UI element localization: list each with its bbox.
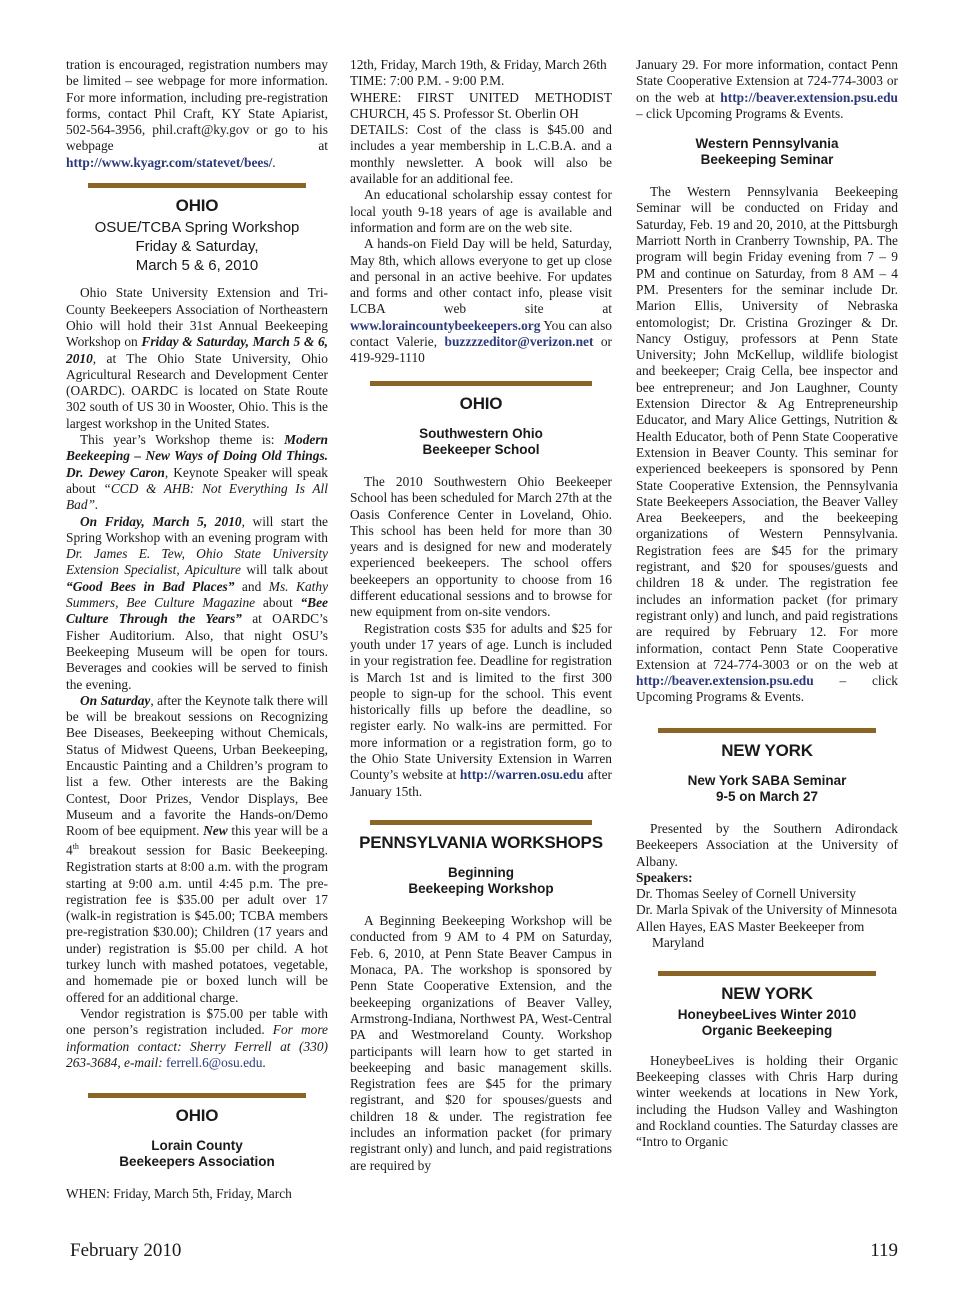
- paragraph: WHERE: FIRST UNITED METHODIST CHURCH, 45 S. Professor St. Oberlin OH: [350, 89, 612, 121]
- section-divider: [658, 971, 876, 976]
- email-link[interactable]: ferrell.6@osu.edu: [166, 1054, 263, 1070]
- paragraph: A hands-on Field Day will be held, Saturday, May 8th, which allows everyone to get up close and personal in an active beehive. For updates and forms and other contact info, please visit LCBA web site at www.loraincountybeekeepers.org You can also contact Valerie, buzzzzeditor@verizon.net or 419-929-1110: [350, 236, 612, 366]
- state-heading: OHIO: [175, 1106, 219, 1126]
- email-link[interactable]: buzzzzeditor@verizon.net: [444, 334, 594, 350]
- workshop-title: OSUE/TCBA Spring Workshop Friday & Saturday, March 5 & 6, 2010: [94, 219, 300, 275]
- state-heading: NEW YORK: [721, 740, 813, 760]
- section-subtitle: Western Pennsylvania Beekeeping Seminar: [695, 136, 839, 168]
- paragraph: The Western Pennsylvania Beekeeping Seminar will be conducted on Friday and Saturday, Feb. 19 and 20, 2010, at the Pittsburgh Marriott North in Cranberry Township, PA. The program will begin Friday evening from 7 – 9 PM and continue on Saturday, from 8 AM – 4 PM. Presenters for the seminar include Dr. Marion Ellis, University of Nebraska entomologist; Dr. Cristina Grozinger & Dr. Nancy Ostiguy, professors at Penn State University; John McKellup, wildlife biologist and beekeeper; Craig Cella, bee inspector and bee entrepreneur; and Jon Laughner, County Extension Director & Ag Entrepreneurship Educator, and Mary Alice Gettings, Nutrition & Health Educator, both of Penn State Cooperative Extension in Beaver County. This seminar for experienced beekeepers is sponsored by Penn State Cooperative Extension, the Pennsylvania State Beekeepers Association, the Beaver Valley Area Beekeepers, and the beekeeping organizations of Western Pennsylvania. Registration fees are $45 for the primary registrant, and $20 for spouses/guests and children 18 & under. The registration fee includes an information packet (for primary registrant only) and lunch, and paid registrations are required by February 12. For more information, contact Penn State Cooperative Extension at 724-774-3003 or on the web at http://beaver.extension.psu.edu – click Upcoming Programs & Events.: [636, 184, 898, 705]
- state-heading: NEW YORK: [721, 984, 813, 1004]
- beaver-extension-link[interactable]: http://beaver.extension.psu.edu: [636, 673, 814, 689]
- paragraph: A Beginning Beekeeping Workshop will be conducted from 9 AM to 4 PM on Saturday, Feb. 6, 2010, at Penn State Beaver Campus in Monaca, PA. The workshop is sponsored by Penn State Cooperative Extension, and the beekeeping organizations of Beaver Valley, Armstrong-Indiana, Northwest PA, West-Central PA and Westmoreland County. Workshop participants will learn how to get started in beekeeping and basic management skills. Registration fees are $45 for the primary registrant, and $20 for spouses/guests and children 18 & under. The registration fee includes an information packet (for primary registrant only) and lunch, and paid registrations are required by: [350, 913, 612, 1173]
- speaker-item: Dr. Marla Spivak of the University of Minnesota: [636, 902, 898, 918]
- paragraph: The 2010 Southwestern Ohio Beekeeper School has been scheduled for March 27th at the Oasis Conference Center in Loveland, Ohio. This school has been held for more than 30 years and is designed for new and moderately experienced beekeepers. The school offers beekeepers an opportunity to choose from 16 different educational sessions and to browse for new equipment from on-site vendors.: [350, 473, 612, 620]
- section-subtitle: HoneybeeLives Winter 2010 Organic Beekeeping: [677, 1006, 857, 1038]
- paragraph: This year’s Workshop theme is: Modern Beekeeping – New Ways of Doing Old Things. Dr. Dewey Caron, Keynote Speaker will speak about “CCD & AHB: Not Everything Is All Bad”.: [66, 432, 328, 513]
- speaker-item: Dr. Thomas Seeley of Cornell University: [636, 886, 856, 902]
- column-3: [636, 57, 898, 1150]
- paragraph: On Friday, March 5, 2010, will start the Spring Workshop with an evening program with Dr. James E. Tew, Ohio State University Extension Specialist, Apiculture will talk about “Good Bees in Bad Places” and Ms. Kathy Summers, Bee Culture Magazine about “Bee Culture Through the Years” at OARDC’s Fisher Auditorium. Also, that night OSU’s Beekeeping Museum will be open for tours. Beverages and cookies will be served to finish the evening.: [66, 513, 329, 692]
- paragraph: Presented by the Southern Adirondack Beekeepers Association at the University of Albany.: [636, 820, 898, 869]
- section-divider: [370, 820, 592, 825]
- state-heading: OHIO: [175, 196, 219, 216]
- page-number: 119: [870, 1240, 898, 1261]
- kentucky-continuation: tration is encouraged, registration numbers may be limited – see webpage for more information. For more information, including pre-registration forms, contact Phil Craft, KY State Apiarist, 502-564-3956, phil.craft@ky.gov or go to his webpage at http://www.kyagr.com/statevet/bees/.: [66, 57, 328, 170]
- section-divider: [88, 1093, 306, 1098]
- state-heading: PENNSYLVANIA WORKSHOPS: [359, 832, 603, 852]
- state-heading: OHIO: [459, 393, 503, 413]
- beaver-extension-link[interactable]: http://beaver.extension.psu.edu: [720, 89, 898, 105]
- paragraph: Vendor registration is $75.00 per table with one person’s registration included. For more information contact: Sherry Ferrell at (330) 263-3684, e-mail: ferrell.6@osu.edu.: [66, 1005, 329, 1070]
- paragraph: TIME: 7:00 P.M. - 9:00 P.M.: [350, 73, 505, 89]
- paragraph: Ohio State University Extension and Tri-County Beekeepers Association of Northeastern Ohio will hold their 31st Annual Beekeeping Workshop on Friday & Saturday, March 5 & 6, 2010, at The Ohio State University, Ohio Agricultural Research and Development Center (OARDC). OARDC is located on State Route 302 south of US 30 in Wooster, Ohio. This is the largest workshop in the United States.: [66, 285, 328, 431]
- paragraph: An educational scholarship essay contest for local youth 9-18 years of age is available and information and form are on the web site.: [350, 187, 612, 235]
- section-divider: [658, 728, 876, 733]
- lcba-website-link[interactable]: www.loraincountybeekeepers.org: [350, 317, 541, 333]
- paragraph: HoneybeeLives is holding their Organic Beekeeping classes with Chris Harp during winter weekends at locations in New York, including the Hudson Valley and Washington and Rockland counties. The Saturday classes are “Intro to Organic: [636, 1052, 898, 1150]
- speaker-item: Allen Hayes, EAS Master Beekeeper from Maryland: [636, 918, 865, 951]
- section-subtitle: Lorain County Beekeepers Association: [119, 1138, 275, 1170]
- paragraph: On Saturday, after the Keynote talk there will be will be breakout sessions on Recognizing Bee Diseases, Beekeeping without Chemicals, Status of Midwest Queens, Urban Beekeeping, Encaustic Painting and a Children’s program to list a few. Other interests are the Baking Contest, Door Prizes, Vendor Displays, Bee Museum and a favorite the Hands-on/Demo Room of bee equipment. New this year will be a 4th breakout session for Basic Beekeeping. Registration starts at 8:00 a.m. with the program starting at 9:00 a.m. until 4:45 p.m. The pre-registration fee is $35.00 per adult over 17 (walk-in registration is $45.00; TCBA members pre-registration $30.00); Children (17 years and under) registration is $5.00 per child. A hot turkey lunch with mashed potatoes, vegetable, and homemade pie or boxed lunch will be offered for an additional charge.: [66, 692, 328, 1005]
- paragraph: DETAILS: Cost of the class is $45.00 and includes a year membership in L.C.B.A. and a monthly newsletter. A book will also be available for an additional fee.: [350, 122, 612, 187]
- paragraph: Registration costs $35 for adults and $25 for youth under 17 years of age. Lunch is included in your registration fee. Deadline for registration is March 1st and is limited to the first 300 people to sign-up for the school. This event historically fills up before the deadline, so register early. No walk-ins are permitted. For more information or a registration form, go to the Ohio State University Extension in Warren County’s website at http://warren.osu.edu after January 15th.: [350, 620, 612, 799]
- paragraph: WHEN: Friday, March 5th, Friday, March: [66, 1186, 292, 1202]
- paragraph: 12th, Friday, March 19th, & Friday, March 26th: [350, 57, 607, 72]
- speakers-label: Speakers:: [636, 869, 693, 885]
- warren-osu-link[interactable]: http://warren.osu.edu: [459, 767, 584, 783]
- section-subtitle: New York SABA Seminar 9-5 on March 27: [687, 772, 847, 804]
- column-1: [66, 57, 328, 1203]
- kyagr-link[interactable]: http://www.kyagr.com/statevet/bees/: [66, 154, 273, 170]
- paragraph: January 29. For more information, contact Penn State Cooperative Extension at 724-774-3003 or on the web at http://beaver.extension.psu.edu – click Upcoming Programs & Events.: [636, 57, 898, 121]
- section-subtitle: Beginning Beekeeping Workshop: [408, 865, 554, 897]
- section-subtitle: Southwestern Ohio Beekeeper School: [419, 425, 543, 457]
- section-divider: [88, 183, 306, 188]
- section-divider: [370, 381, 592, 386]
- column-2: [350, 57, 612, 1174]
- footer-date: February 2010: [70, 1240, 182, 1261]
